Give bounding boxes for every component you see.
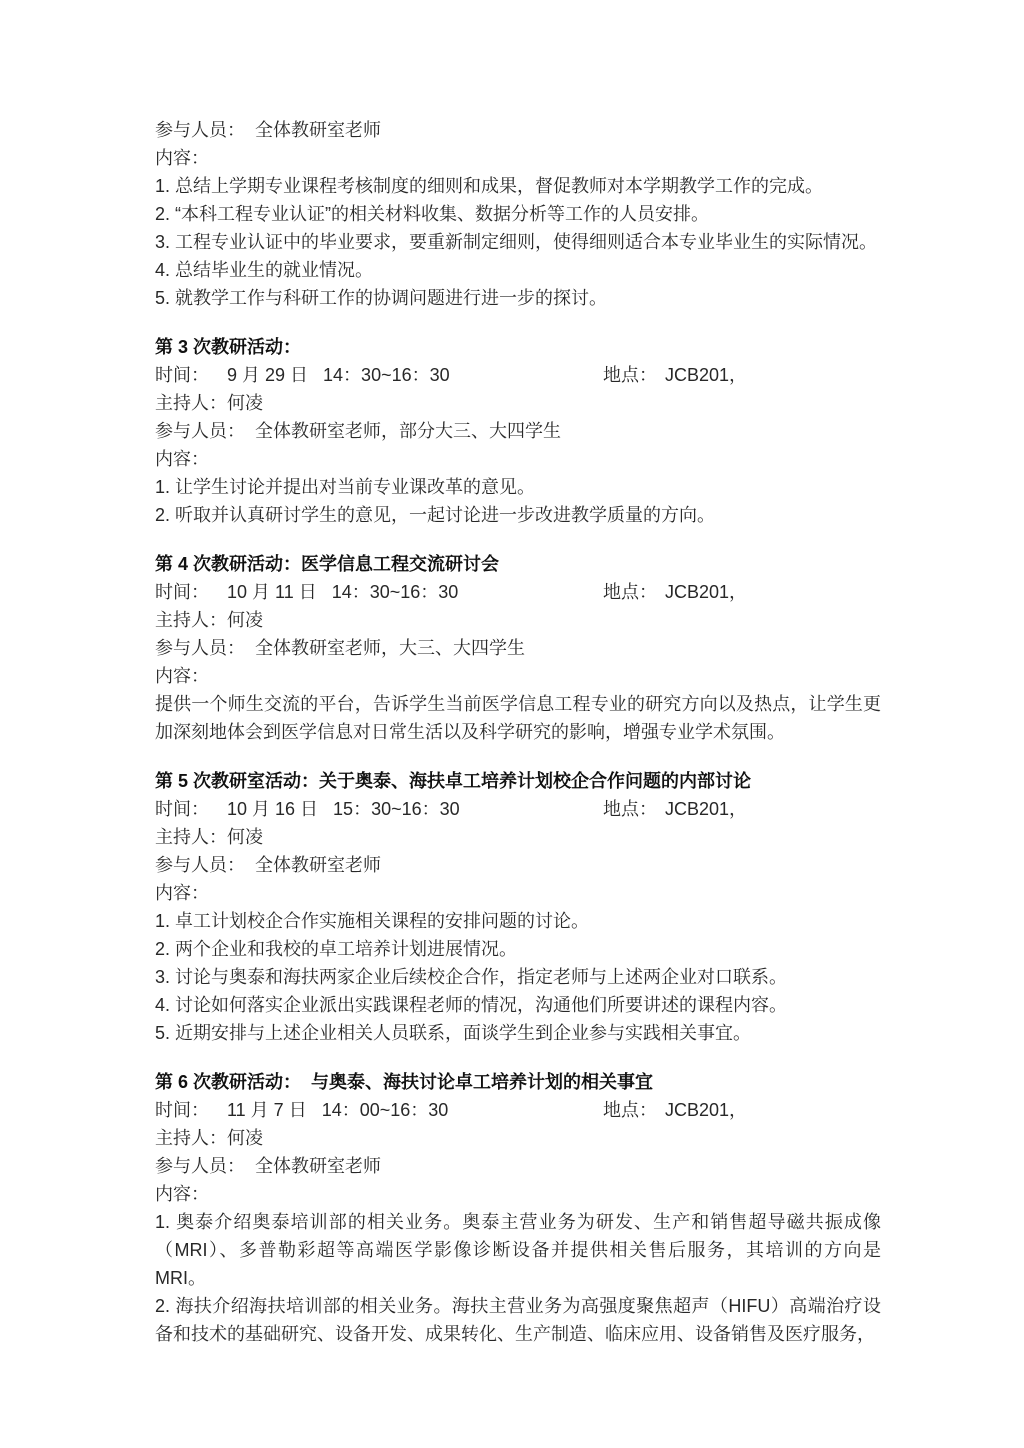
place-value: JCB201，: [665, 1100, 748, 1120]
content-item-1: 1. 卓工计划校企合作实施相关课程的安排问题的讨论。: [155, 911, 590, 931]
place-value: JCB201，: [665, 582, 748, 602]
place-group: [603, 578, 747, 606]
time-place-line: [155, 578, 881, 606]
content-label: 内容：: [155, 1184, 209, 1204]
section-heading: 第 3 次教研活动：: [155, 337, 302, 357]
content-item-1: 1. 让学生讨论并提出对当前专业课改革的意见。: [155, 477, 536, 497]
content-item-4: 4. 讨论如何落实企业派出实践课程老师的情况，沟通他们所要讲述的课程内容。: [155, 995, 788, 1015]
place-value: JCB201，: [665, 365, 748, 385]
participants-line: 参与人员： 全体教研室老师: [155, 120, 382, 140]
content-item-5: 5. 近期安排与上述企业相关人员联系，面谈学生到企业参与实践相关事宜。: [155, 1023, 752, 1043]
participants-line: 参与人员： 全体教研室老师: [155, 1156, 382, 1176]
time-label: 时间：: [155, 365, 209, 385]
content-item-1: 1. 奥泰介绍奥泰培训部的相关业务。奥泰主营业务为研发、生产和销售超导磁共振成像（MRI）、多普勒彩超等高端医学影像诊断设备并提供相关售后服务，其培训的方向是 MRI。: [155, 1212, 887, 1288]
content-paragraph: 提供一个师生交流的平台，告诉学生当前医学信息工程专业的研究方向以及热点，让学生更加深刻地体会到医学信息对日常生活以及科学研究的影响，增强专业学术氛围。: [155, 694, 881, 742]
participants-line: 参与人员： 全体教研室老师，大三、大四学生: [155, 638, 525, 658]
place-group: [603, 795, 747, 823]
host-line: 主持人：何凌: [155, 393, 263, 413]
time-place-line: [155, 361, 881, 389]
place-label: 地点：: [603, 582, 657, 602]
time-label: 时间：: [155, 582, 209, 602]
section-heading: 第 5 次教研室活动：关于奥泰、海扶卓工培养计划校企合作问题的内部讨论: [155, 771, 752, 791]
time-value: 10 月 16 日 15：30~16：30: [227, 799, 460, 819]
content-label: 内容：: [155, 148, 209, 168]
content-item-2: 2. 两个企业和我校的卓工培养计划进展情况。: [155, 939, 518, 959]
time-value: 11 月 7 日 14：00~16：30: [227, 1100, 449, 1120]
content-item-2: 2. 海扶介绍海扶培训部的相关业务。海扶主营业务为高强度聚焦超声（HIFU）高端治疗设备和技术的基础研究、设备开发、成果转化、生产制造、临床应用、设备销售及医疗服务，: [155, 1296, 881, 1344]
content-item-5: 5. 就教学工作与科研工作的协调问题进行进一步的探讨。: [155, 288, 608, 308]
host-line: 主持人：何凌: [155, 1128, 263, 1148]
place-label: 地点：: [603, 365, 657, 385]
participants-line: 参与人员： 全体教研室老师，部分大三、大四学生: [155, 421, 561, 441]
content-item-4: 4. 总结毕业生的就业情况。: [155, 260, 374, 280]
section-2-continuation: [155, 116, 881, 312]
section-3: [155, 333, 881, 529]
place-value: JCB201，: [665, 799, 748, 819]
section-4: [155, 550, 881, 746]
section-heading: 第 6 次教研活动： 与奥泰、海扶讨论卓工培养计划的相关事宜: [155, 1072, 654, 1092]
content-item-2: 2. “本科工程专业认证”的相关材料收集、数据分析等工作的人员安排。: [155, 204, 709, 224]
place-group: [603, 361, 747, 389]
content-item-2: 2. 听取并认真研讨学生的意见，一起讨论进一步改进教学质量的方向。: [155, 505, 716, 525]
place-label: 地点：: [603, 1100, 657, 1120]
section-5: [155, 767, 881, 1047]
time-label: 时间：: [155, 1100, 209, 1120]
content-label: 内容：: [155, 449, 209, 469]
time-value: 10 月 11 日 14：30~16：30: [227, 582, 459, 602]
time-value: 9 月 29 日 14：30~16：30: [227, 365, 450, 385]
content-label: 内容：: [155, 883, 209, 903]
content-item-3: 3. 工程专业认证中的毕业要求，要重新制定细则，使得细则适合本专业毕业生的实际情况。: [155, 232, 878, 252]
time-place-line: [155, 1096, 881, 1124]
host-line: 主持人：何凌: [155, 610, 263, 630]
section-6: [155, 1068, 887, 1348]
section-heading: 第 4 次教研活动：医学信息工程交流研讨会: [155, 554, 500, 574]
time-label: 时间：: [155, 799, 209, 819]
document-body: [155, 116, 887, 1348]
place-label: 地点：: [603, 799, 657, 819]
content-item-3: 3. 讨论与奥泰和海扶两家企业后续校企合作，指定老师与上述两企业对口联系。: [155, 967, 788, 987]
place-group: [603, 1096, 747, 1124]
content-item-1: 1. 总结上学期专业课程考核制度的细则和成果，督促教师对本学期教学工作的完成。: [155, 176, 824, 196]
host-line: 主持人：何凌: [155, 827, 263, 847]
participants-line: 参与人员： 全体教研室老师: [155, 855, 382, 875]
content-label: 内容：: [155, 666, 209, 686]
time-place-line: [155, 795, 881, 823]
